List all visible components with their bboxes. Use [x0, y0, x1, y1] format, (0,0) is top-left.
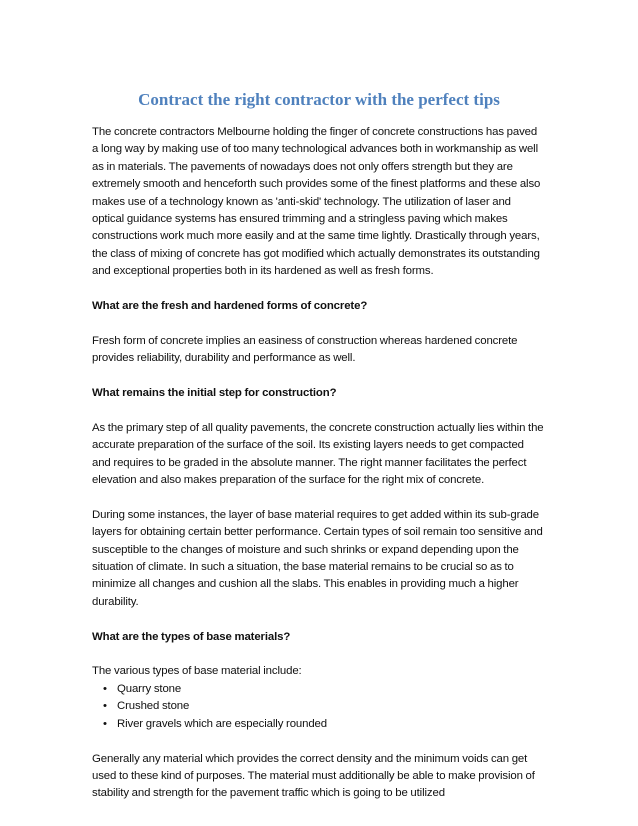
bullet-icon: • — [103, 717, 107, 730]
bullet-icon: • — [103, 682, 107, 695]
paragraph-intro: The concrete contractors Melbourne holding the finger of concrete constructions has paved a long way by making use of too many technological advances both in workmanship as well as in materials. The pavements of nowadays does not only offers strength but they are extremely smooth and henceforth such provides some of the finest platforms and these also makes use of a technology known as 'anti-skid' technology. The utilization of laser and optical guidance systems has ensured trimming and a stringless paving which makes constructions work much more easily and at the same time lightly. Drastically through years, the class of mixing of concrete has got modified which actually demonstrates its outstanding and exceptional properties both in its hardened as well as fresh forms. — [92, 126, 541, 278]
heading-fresh-hardened: What are the fresh and hardened forms of concrete? — [92, 300, 368, 313]
base-material-list — [92, 681, 544, 733]
paragraph-material-density: Generally any material which provides the correct density and the minimum voids can get used to these kind of purposes. The material must additionally be able to make provision of stability and strength for the pavement traffic which is going to be utilized — [92, 752, 535, 800]
heading-initial-step: What remains the initial step for construction? — [92, 387, 337, 400]
bullet-icon: • — [103, 700, 107, 713]
paragraph-primary-step: As the primary step of all quality pavements, the concrete construction actually lies within the accurate preparation of the surface of the soil. Its existing layers needs to get compacted and requires to be graded in the absolute manner. The right manner facilitates the perfect elevation and also makes preparation of the surface for the right mix of concrete. — [92, 421, 544, 487]
list-item-label: Quarry stone — [117, 682, 182, 695]
paragraph-types-intro: The various types of base material include: — [92, 665, 302, 678]
list-item-label: River gravels which are especially rounded — [117, 717, 327, 730]
document-title: Contract the right contractor with the perfect tips — [138, 90, 500, 109]
list-item — [92, 716, 544, 733]
list-item — [92, 681, 544, 698]
document-body — [92, 124, 544, 820]
paragraph-fresh-form: Fresh form of concrete implies an easiness of construction whereas hardened concrete provides reliability, durability and performance as well. — [92, 334, 518, 365]
list-item — [92, 698, 544, 715]
list-item-label: Crushed stone — [117, 700, 190, 713]
paragraph-base-material: During some instances, the layer of base material requires to get added within its sub-grade layers for obtaining certain better performance. Certain types of soil remain too sensitive and susceptible to the changes of moisture and such shrinks or expand depending upon the situation of climate. In such a situation, the base material remains to be crucial so as to minimize all changes and cushion all the slabs. This enables in providing much a higher durability. — [92, 508, 543, 608]
heading-base-types: What are the types of base materials? — [92, 630, 291, 643]
